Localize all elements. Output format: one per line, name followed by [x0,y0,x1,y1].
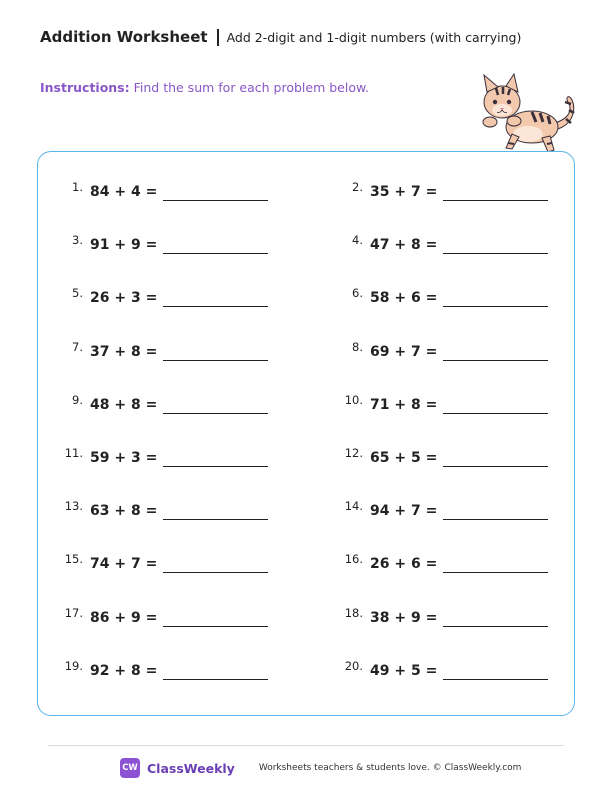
problem-item [341,286,561,310]
problem-expression: 58 + 6 = [370,290,438,307]
footer-divider [48,745,564,746]
problem-expression: 71 + 8 = [370,396,438,413]
instructions-label: Instructions: [40,80,130,95]
title-separator [217,29,219,46]
answer-blank[interactable] [443,306,548,307]
problem-item [341,446,561,470]
problems-box [37,151,575,716]
answer-blank[interactable] [443,200,548,201]
answer-blank[interactable] [163,466,268,467]
problem-number: 20. [344,658,363,673]
problem-item [61,659,281,683]
instructions-text: Find the sum for each problem below. [133,80,370,95]
problem-item [341,499,561,523]
answer-blank[interactable] [443,360,548,361]
tiger-cat-icon [470,72,580,156]
problem-expression: 84 + 4 = [90,184,158,200]
problem-item [61,180,281,204]
problem-item [61,552,281,576]
problem-number: 15. [64,552,83,567]
problem-number: 11. [64,446,83,460]
footer-tagline: Worksheets teachers & students love. © ClassWeekly.com [258,763,522,773]
worksheet-header [40,28,521,46]
problem-item [61,606,281,630]
answer-blank[interactable] [163,200,268,201]
problem-number: 9. [72,392,83,407]
problem-item [341,606,561,630]
classweekly-logo-icon: CW [120,758,140,778]
problem-expression: 94 + 7 = [370,503,438,520]
problem-number: 7. [72,339,83,354]
answer-blank[interactable] [163,572,268,573]
worksheet-title: Addition Worksheet [40,28,208,46]
problem-expression: 37 + 8 = [90,343,158,360]
problem-expression: 74 + 7 = [90,556,158,573]
problem-number: 3. [72,233,83,248]
problem-number: 5. [72,286,83,301]
problem-expression: 38 + 9 = [370,609,438,626]
footer-brand: ClassWeekly [147,760,235,776]
answer-blank[interactable] [163,306,268,307]
answer-blank[interactable] [163,253,268,254]
problem-number: 16. [344,552,363,567]
answer-blank[interactable] [163,626,268,627]
answer-blank[interactable] [443,572,548,573]
problem-expression: 63 + 8 = [90,503,158,520]
problem-expression: 26 + 3 = [90,290,158,307]
problem-number: 13. [64,499,83,514]
problem-number: 10. [344,392,363,407]
answer-blank[interactable] [163,413,268,414]
problem-expression: 69 + 7 = [370,343,438,360]
answer-blank[interactable] [443,626,548,627]
problem-number: 2. [352,180,363,194]
answer-blank[interactable] [443,519,548,520]
answer-blank[interactable] [163,679,268,680]
problem-number: 1. [72,180,83,194]
problem-number: 19. [64,658,83,673]
problem-item [61,233,281,257]
problem-item [341,340,561,364]
problem-expression: 47 + 8 = [370,237,438,254]
instructions [40,80,369,95]
answer-blank[interactable] [443,466,548,467]
answer-blank[interactable] [443,679,548,680]
problem-number: 6. [352,286,363,301]
problem-expression: 49 + 5 = [370,662,438,679]
problem-item [61,393,281,417]
problem-item [341,552,561,576]
problem-number: 14. [344,499,363,514]
problem-item [341,233,561,257]
problem-item [61,340,281,364]
problem-expression: 26 + 6 = [370,556,438,573]
problem-expression: 86 + 9 = [90,609,158,626]
problem-expression: 48 + 8 = [90,396,158,413]
problem-number: 12. [344,446,363,460]
problem-number: 17. [64,605,83,620]
problem-number: 18. [344,605,363,620]
problem-expression: 59 + 3 = [90,450,158,466]
problem-number: 4. [352,233,363,248]
problem-number: 8. [352,339,363,354]
problem-item [341,659,561,683]
problem-item [61,286,281,310]
answer-blank[interactable] [163,519,268,520]
problem-item [341,393,561,417]
problem-expression: 92 + 8 = [90,662,158,679]
worksheet-subtitle: Add 2-digit and 1-digit numbers (with carrying) [226,29,522,45]
answer-blank[interactable] [443,253,548,254]
problem-item [341,180,561,204]
problem-expression: 91 + 9 = [90,237,158,254]
answer-blank[interactable] [443,413,548,414]
problem-item [61,499,281,523]
problem-item [61,446,281,470]
footer [120,758,521,778]
problem-expression: 65 + 5 = [370,450,438,466]
problem-expression: 35 + 7 = [370,184,438,200]
answer-blank[interactable] [163,360,268,361]
